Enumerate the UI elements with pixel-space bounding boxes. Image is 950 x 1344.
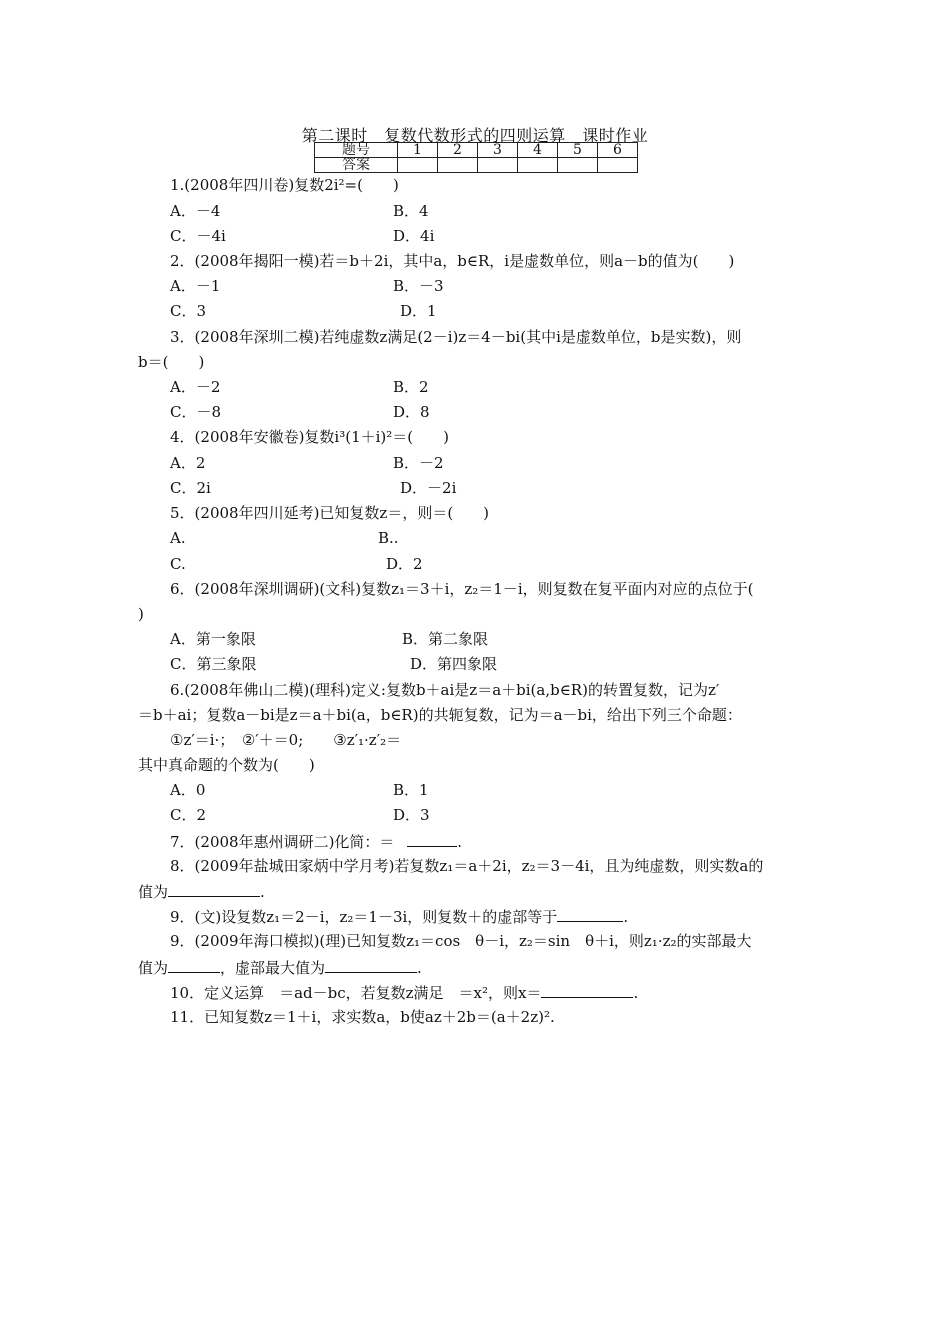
question-3-continued: b＝( )	[138, 353, 205, 371]
option-d: D．2	[386, 555, 423, 573]
row-label-number: 题号	[315, 143, 398, 158]
question-number-cell: 5	[558, 143, 598, 158]
question-4: 4．(2008年安徽卷)复数i³(1＋i)²＝( )	[170, 428, 449, 446]
option-b: B．－2	[393, 454, 444, 472]
question-1: 1.(2008年四川卷)复数2i²=( )	[170, 176, 399, 194]
period: .	[260, 883, 265, 901]
option-a: A．－1	[170, 277, 221, 295]
period: .	[633, 984, 639, 1002]
page-title: 第二课时 复数代数形式的四则运算 课时作业	[301, 126, 649, 145]
question-7	[170, 832, 462, 851]
question-6-science-ask: 其中真命题的个数为( )	[138, 756, 315, 774]
option-d: D．4i	[393, 227, 435, 245]
answer-blank[interactable]	[557, 907, 623, 922]
option-b: B．－3	[393, 277, 444, 295]
option-b: B．2	[393, 378, 429, 396]
answer-cell[interactable]	[478, 158, 518, 173]
question-9-science-text-a: 值为	[138, 959, 169, 977]
option-c: C．3	[170, 302, 207, 320]
question-number-cell: 6	[598, 143, 638, 158]
row-label-answer: 答案	[315, 158, 398, 173]
question-5: 5．(2008年四川延考)已知复数z＝，则＝( )	[170, 504, 490, 522]
option-a: A．0	[170, 781, 206, 799]
question-9-arts	[170, 907, 628, 926]
answer-table	[314, 142, 638, 173]
option-a: A.	[170, 529, 186, 547]
period: .	[417, 959, 422, 977]
question-6-science-line2: ＝b＋ai；复数a－bi是z＝a＋bi(a，b∈R)的共轭复数，记为＝a－bi，给出下列三个命题：	[138, 706, 742, 724]
table-row	[315, 143, 638, 158]
question-9-science-continued	[138, 958, 422, 977]
question-8-text: 值为	[138, 883, 169, 901]
option-a: A．第一象限	[170, 630, 256, 648]
option-c: C．－4i	[170, 227, 226, 245]
option-d: D．第四象限	[410, 655, 498, 673]
option-c: C.	[170, 555, 186, 573]
option-c: C．2i	[170, 479, 211, 497]
period: .	[457, 833, 462, 851]
answer-blank[interactable]	[325, 958, 417, 973]
question-6-science: 6.(2008年佛山二模)(理科)定义:复数b＋ai是z＝a＋bi(a,b∈R)的转置复数，记为z′	[170, 681, 720, 699]
answer-blank[interactable]	[541, 983, 633, 998]
question-9-arts-text: 9．(文)设复数z₁＝2－i，z₂＝1－3i，则复数＋的虚部等于	[170, 908, 558, 926]
question-3: 3．(2008年深圳二模)若纯虚数z满足(2－i)z＝4－bi(其中i是虚数单位，b是实数)，则	[170, 328, 742, 346]
answer-blank[interactable]	[168, 882, 260, 897]
answer-cell[interactable]	[398, 158, 438, 173]
question-number-cell: 3	[478, 143, 518, 158]
answer-cell[interactable]	[598, 158, 638, 173]
answer-blank[interactable]	[168, 958, 220, 973]
question-9-science-text-b: ，虚部最大值为	[220, 959, 326, 977]
table-row	[315, 158, 638, 173]
option-c: C．－8	[170, 403, 222, 421]
question-8: 8．(2009年盐城田家炳中学月考)若复数z₁＝a＋2i，z₂＝3－4i，且为纯虚数，则实数a的	[170, 857, 764, 875]
option-b: B．1	[393, 781, 429, 799]
option-a: A．2	[170, 454, 206, 472]
answer-cell[interactable]	[438, 158, 478, 173]
answer-cell[interactable]	[518, 158, 558, 173]
option-d: D．3	[393, 806, 430, 824]
option-a: A．－4	[170, 202, 221, 220]
question-10	[170, 983, 638, 1002]
question-number-cell: 2	[438, 143, 478, 158]
option-a: A．－2	[170, 378, 221, 396]
option-b: B．第二象限	[402, 630, 489, 648]
question-number-cell: 4	[518, 143, 558, 158]
question-9-science: 9．(2009年海口模拟)(理)已知复数z₁＝cos θ－i，z₂＝sin θ＋i，则z₁·z₂的实部最大	[170, 932, 752, 950]
option-d: D．1	[400, 302, 437, 320]
question-2: 2．(2008年揭阳一模)若＝b＋2i，其中a，b∈R，i是虚数单位，则a－b的值为( )	[170, 252, 735, 270]
question-number-cell: 1	[398, 143, 438, 158]
question-6-arts: 6．(2008年深圳调研)(文科)复数z₁＝3＋i，z₂＝1－i，则复数在复平面内对应的点位于(	[170, 580, 754, 598]
question-10-text: 10．定义运算 ＝ad－bc，若复数z满足 ＝x²，则x＝	[170, 984, 542, 1002]
period: .	[623, 908, 629, 926]
question-6-arts-continued: )	[138, 605, 144, 623]
option-d: D．8	[393, 403, 430, 421]
answer-blank[interactable]	[407, 832, 457, 847]
answer-cell[interactable]	[558, 158, 598, 173]
question-7-text: 7．(2008年惠州调研二)化简：＝	[170, 833, 395, 851]
option-c: C．2	[170, 806, 207, 824]
option-c: C．第三象限	[170, 655, 257, 673]
question-6-science-propositions: ①z′＝i·； ②′＋＝0; ③z′₁·z′₂＝	[170, 731, 402, 749]
question-8-continued	[138, 882, 265, 901]
option-b: B．4	[393, 202, 429, 220]
option-d: D．－2i	[400, 479, 457, 497]
option-b: B..	[378, 529, 399, 547]
question-11: 11．已知复数z＝1＋i，求实数a，b使az＋2b＝(a＋2z)².	[170, 1008, 555, 1026]
